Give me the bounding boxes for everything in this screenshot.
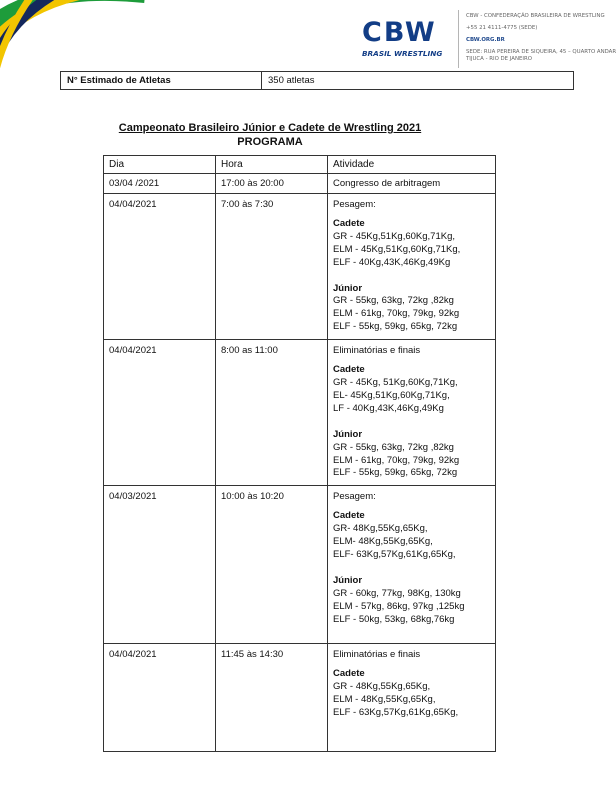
- athletes-label: N° Estimado de Atletas: [61, 72, 262, 90]
- weight-line: ELF - 55kg, 59kg, 65kg, 72kg: [333, 467, 458, 479]
- athletes-table: [60, 71, 574, 90]
- weight-line: GR - 45Kg, 51Kg,60Kg,71Kg,: [333, 376, 458, 388]
- weight-line: ELM - 57kg, 86kg, 97kg ,125kg: [333, 600, 465, 612]
- document-subtitle: PROGRAMA: [237, 136, 303, 148]
- header-atividade: Atividade: [328, 156, 496, 174]
- cbw-logo: [362, 17, 446, 58]
- weight-line: ELF - 40Kg,43K,46Kg,49Kg: [333, 256, 451, 268]
- weight-line: ELM - 45Kg,51Kg,60Kg,71Kg,: [333, 243, 461, 255]
- logo-text: CBW: [362, 17, 437, 48]
- cell-hora: 10:00 às 10:20: [216, 486, 328, 644]
- decorative-swoosh: [0, 0, 150, 80]
- cell-dia: 04/04/2021: [104, 644, 216, 752]
- weight-line: EL- 45Kg,51Kg,60Kg,71Kg,: [333, 389, 450, 401]
- weight-line: GR - 55kg, 63kg, 72kg ,82kg: [333, 295, 454, 307]
- weight-line: ELF - 50kg, 53kg, 68kg,76kg: [333, 613, 455, 625]
- document-title: Campeonato Brasileiro Júnior e Cadete de Wrestling 2021: [118, 122, 422, 134]
- activity-title: Pesagem:: [333, 199, 376, 210]
- weight-line: GR - 45Kg,51Kg,60Kg,71Kg,: [333, 230, 455, 242]
- contact-address: SEDE: RUA PEREIRA DE SIQUEIRA, 45 – QUARTO ANDAR: [466, 49, 616, 55]
- table-row: [104, 486, 496, 644]
- logo-subtext: BRASIL WRESTLING: [362, 49, 443, 58]
- activity-title: Pesagem:: [333, 491, 376, 503]
- section-heading: Cadete: [333, 668, 365, 680]
- cell-hora: 11:45 às 14:30: [216, 644, 328, 752]
- table-row: [104, 194, 496, 340]
- cell-atividade: [328, 486, 496, 644]
- cell-hora: 7:00 às 7:30: [216, 194, 328, 340]
- table-header-row: [104, 156, 496, 174]
- contact-website: CBW.ORG.BR: [466, 37, 505, 43]
- cell-atividade: [328, 194, 496, 340]
- athletes-row: [61, 72, 574, 90]
- weight-line: ELF - 63Kg,57Kg,61Kg,65Kg,: [333, 706, 459, 718]
- cell-atividade: Congresso de arbitragem: [328, 174, 496, 194]
- header-hora: Hora: [216, 156, 328, 174]
- section-heading: Júnior: [333, 282, 363, 294]
- section-heading: Cadete: [333, 364, 365, 376]
- contact-phone: +55 21 4111-4775 (SEDE): [466, 25, 538, 31]
- athletes-value: 350 atletas: [262, 72, 574, 90]
- section-heading: Cadete: [333, 217, 365, 229]
- section-heading: Júnior: [333, 428, 363, 440]
- weight-line: ELM - 61kg, 70kg, 79kg, 92kg: [333, 454, 460, 466]
- weight-line: GR - 55kg, 63kg, 72kg ,82kg: [333, 441, 454, 453]
- cell-dia: 04/03/2021: [104, 486, 216, 644]
- weight-line: LF - 40Kg,43K,46Kg,49Kg: [333, 402, 444, 414]
- cell-dia: 04/04/2021: [104, 194, 216, 340]
- weight-line: ELM - 48Kg,55Kg,65Kg,: [333, 694, 436, 706]
- table-row: [104, 340, 496, 486]
- contact-org: CBW - CONFEDERAÇÃO BRASILEIRA DE WRESTLING: [466, 13, 605, 19]
- cell-hora: 17:00 às 20:00: [216, 174, 328, 194]
- weight-line: ELF- 63Kg,57Kg,61Kg,65Kg,: [333, 548, 456, 560]
- cell-atividade: [328, 340, 496, 486]
- table-row: [104, 174, 496, 194]
- table-row: [104, 644, 496, 752]
- weight-line: GR - 60kg, 77kg, 98Kg, 130kg: [333, 587, 461, 599]
- header-dia: Dia: [104, 156, 216, 174]
- weight-line: ELM - 61kg, 70kg, 79kg, 92kg: [333, 308, 460, 320]
- section-heading: Cadete: [333, 510, 365, 522]
- header-divider: [458, 10, 459, 68]
- cell-atividade: [328, 644, 496, 752]
- weight-line: GR - 48Kg,55Kg,65Kg,: [333, 681, 431, 693]
- contact-city: TIJUCA - RIO DE JANEIRO: [466, 56, 533, 62]
- activity-title: Eliminatórias e finais: [333, 345, 421, 357]
- weight-line: ELM- 48Kg,55Kg,65Kg,: [333, 536, 433, 548]
- activity-title: Eliminatórias e finais: [333, 649, 421, 661]
- section-heading: Júnior: [333, 574, 363, 586]
- cell-dia: 03/04 /2021: [104, 174, 216, 194]
- cell-dia: 04/04/2021: [104, 340, 216, 486]
- contact-block: [466, 13, 616, 63]
- weight-line: GR- 48Kg,55Kg,65Kg,: [333, 523, 428, 535]
- cell-hora: 8:00 as 11:00: [216, 340, 328, 486]
- program-table: [103, 155, 496, 752]
- weight-line: ELF - 55kg, 59kg, 65kg, 72kg: [333, 321, 458, 333]
